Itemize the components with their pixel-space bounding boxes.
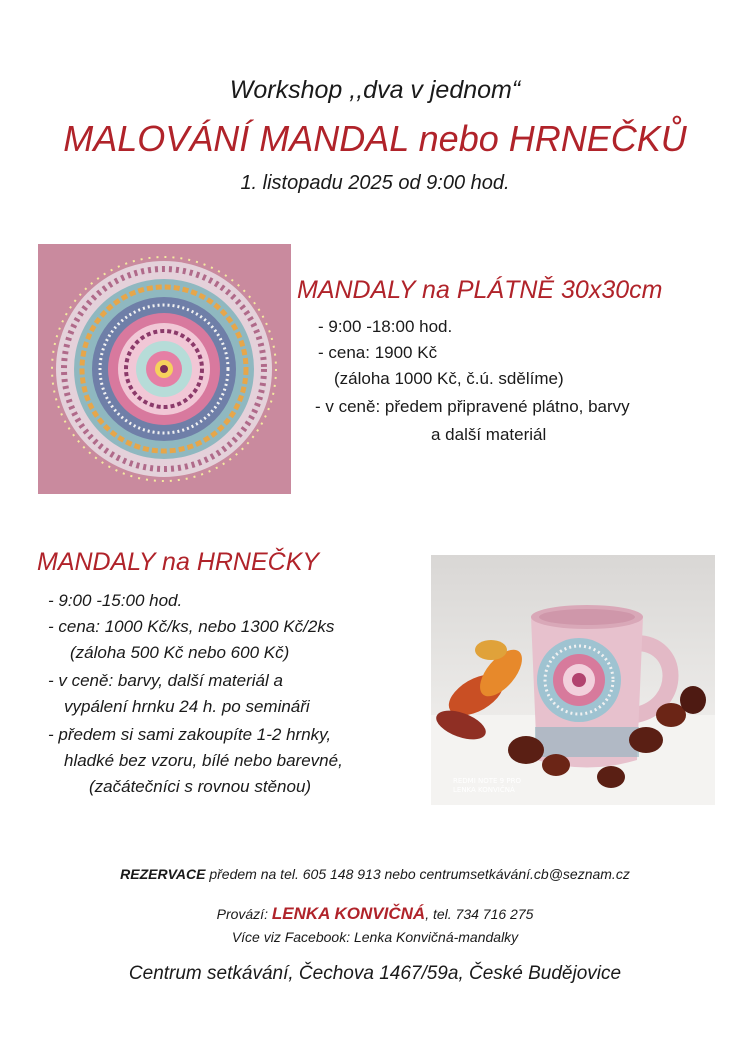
- mug-section-title: MANDALY na HRNEČKY: [37, 548, 320, 576]
- guide-name: LENKA KONVIČNÁ: [271, 904, 426, 923]
- mug-illustration: [431, 555, 715, 805]
- mandala-illustration: [38, 244, 291, 494]
- mug-buy-note-3: (začátečníci s rovnou stěnou): [89, 777, 312, 796]
- mug-buy-note-2: hladké bez vzoru, bílé nebo barevné,: [64, 751, 343, 770]
- mug-price: - cena: 1000 Kč/ks, nebo 1300 Kč/2ks: [48, 617, 335, 636]
- guide-phone: , tel. 734 716 275: [425, 906, 534, 922]
- canvas-time: - 9:00 -18:00 hod.: [318, 317, 453, 336]
- mug-included-more: vypálení hrnku 24 h. po semináři: [64, 697, 310, 716]
- reservation-text: předem na tel. 605 148 913 nebo centrumsetkávání.cb@seznam.cz: [205, 866, 630, 882]
- page-title: MALOVÁNÍ MANDAL nebo HRNEČKŮ: [63, 118, 687, 159]
- mug-time: - 9:00 -15:00 hod.: [48, 591, 183, 610]
- canvas-mandala-photo: [38, 244, 291, 494]
- workshop-subtitle: Workshop ,,dva v jednom“: [229, 76, 521, 104]
- mug-photo: [431, 555, 715, 805]
- mug-included: - v ceně: barvy, další materiál a: [48, 671, 283, 690]
- canvas-price: - cena: 1900 Kč: [318, 343, 438, 362]
- watermark-author: LENKA KONVIČNÁ: [453, 786, 515, 794]
- mug-deposit: (záloha 500 Kč nebo 600 Kč): [70, 643, 290, 662]
- canvas-section-title: MANDALY na PLÁTNĚ 30x30cm: [297, 276, 663, 304]
- canvas-deposit: (záloha 1000 Kč, č.ú. sdělíme): [334, 369, 564, 388]
- guide-line: [0, 904, 750, 924]
- canvas-included: - v ceně: předem připravené plátno, barvy: [315, 397, 630, 416]
- venue-address: Centrum setkávání, Čechova 1467/59a, České Budějovice: [128, 963, 622, 984]
- guide-prefix: Provází:: [216, 906, 272, 922]
- photo-watermark: [453, 777, 521, 795]
- watermark-device: REDMI NOTE 9 PRO: [453, 777, 521, 785]
- reservation-label: REZERVACE: [120, 866, 206, 882]
- facebook-info: Více viz Facebook: Lenka Konvičná-mandalky: [231, 929, 519, 945]
- mug-buy-note: - předem si sami zakoupíte 1-2 hrnky,: [48, 725, 332, 744]
- canvas-included-more: a další materiál: [431, 425, 547, 444]
- reservation-line: [0, 866, 750, 882]
- event-date: 1. listopadu 2025 od 9:00 hod.: [240, 172, 510, 194]
